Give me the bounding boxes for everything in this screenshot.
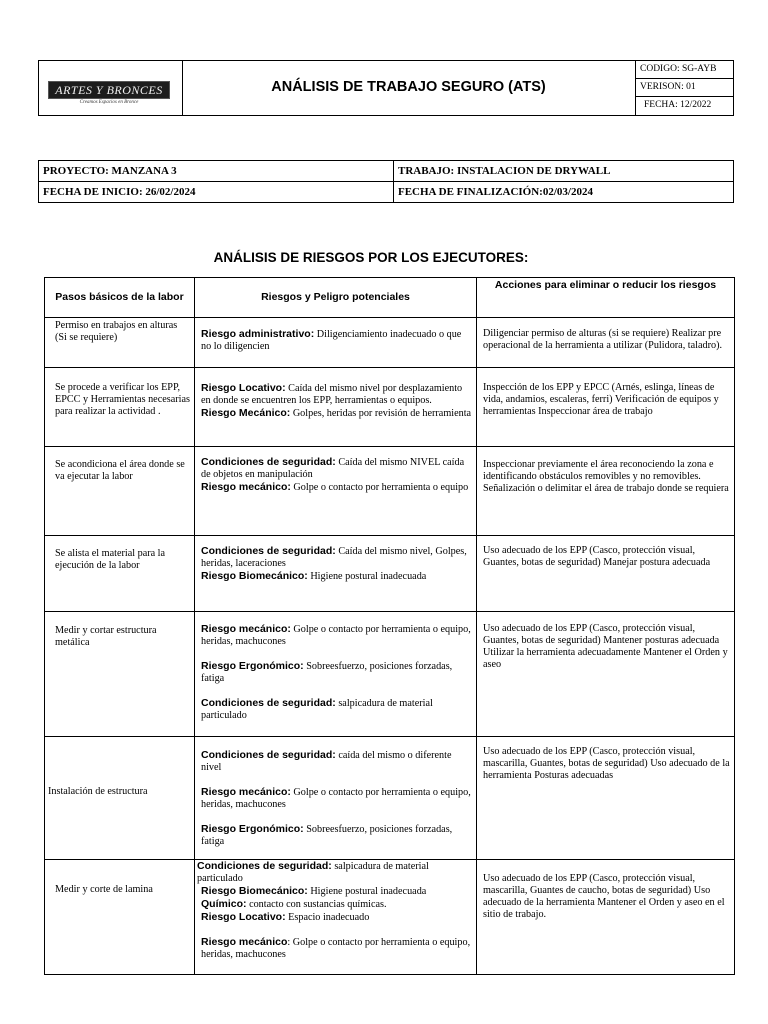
risks-cell bbox=[195, 368, 477, 447]
logo-text: ARTES Y BRONCES bbox=[55, 83, 163, 97]
risk-item bbox=[201, 328, 472, 353]
risks-cell bbox=[195, 860, 477, 975]
risk-description: Caída del mismo nivel por desplazamiento en donde se encuentren los EPP, herramientas o equipos. bbox=[201, 383, 463, 406]
step-cell: Permiso en trabajos en alturas (Si se requiere) bbox=[45, 318, 195, 368]
risk-type: Riesgo Mecánico: bbox=[201, 407, 291, 419]
spacer bbox=[201, 685, 472, 697]
document-title: ANÁLISIS DE TRABAJO SEGURO (ATS) bbox=[271, 79, 546, 95]
risk-item bbox=[201, 786, 472, 811]
risk-type: Riesgo Locativo: bbox=[201, 382, 286, 394]
risk-item bbox=[201, 911, 472, 924]
risk-type: Riesgo Ergonómico: bbox=[201, 823, 304, 835]
risk-description: salpicadura de material particulado bbox=[197, 861, 429, 884]
document-meta bbox=[635, 61, 733, 115]
risk-type: Condiciones de seguridad: bbox=[197, 860, 332, 872]
risk-type: Condiciones de seguridad: bbox=[201, 456, 336, 468]
table-row bbox=[45, 737, 735, 860]
title-cell bbox=[182, 61, 636, 115]
step-cell: Medir y cortar estructura metálica bbox=[45, 612, 195, 737]
risk-description: salpicadura de material particulado bbox=[201, 698, 433, 721]
risk-description: Higiene postural inadecuada bbox=[307, 571, 427, 582]
risk-type: Riesgo administrativo: bbox=[201, 328, 315, 340]
risk-description: caída del mismo o diferente nivel bbox=[201, 750, 452, 773]
risks-cell bbox=[195, 612, 477, 737]
company-logo bbox=[48, 81, 170, 109]
document-header bbox=[38, 60, 734, 116]
table-row bbox=[45, 612, 735, 737]
risks-cell bbox=[195, 447, 477, 536]
risk-item bbox=[201, 898, 472, 911]
risk-analysis-table bbox=[44, 277, 735, 975]
risk-item bbox=[197, 860, 472, 885]
risk-type: Condiciones de seguridad: bbox=[201, 697, 336, 709]
end-date: FECHA DE FINALIZACIÓN:02/03/2024 bbox=[394, 182, 734, 203]
spacer bbox=[201, 811, 472, 823]
actions-cell: Uso adecuado de los EPP (Casco, protección visual, Guantes, botas de seguridad) Manejar postura adecuada bbox=[477, 536, 735, 612]
risk-item bbox=[201, 481, 472, 494]
logo-cell bbox=[39, 61, 183, 115]
risk-description: Golpe o contacto por herramienta o equipo, heridas, machucones bbox=[201, 787, 471, 810]
risk-description: : Golpe o contacto por herramienta o equipo, heridas, machucones bbox=[201, 937, 471, 960]
actions-cell: Uso adecuado de los EPP (Casco, protección visual, mascarilla, Guantes de caucho, botas de seguridad) Uso adecuado de la herramienta Mantener el Orden y aseo en el sitio de trabajo. bbox=[477, 860, 735, 975]
risk-type: Riesgo Biomecánico: bbox=[201, 885, 308, 897]
risks-cell bbox=[195, 536, 477, 612]
risk-description: Golpe o contacto por herramienta o equipo, heridas, machucones bbox=[201, 624, 471, 647]
project-name: PROYECTO: MANZANA 3 bbox=[39, 161, 394, 182]
risk-type: Riesgo mecánico bbox=[201, 936, 288, 948]
risk-description: contacto con sustancias químicas. bbox=[246, 899, 387, 910]
risk-description: Sobreesfuerzo, posiciones forzadas, fatiga bbox=[201, 661, 453, 684]
risk-type: Químico: bbox=[201, 898, 247, 910]
risk-item bbox=[201, 936, 472, 961]
project-info-table bbox=[38, 160, 734, 203]
actions-cell: Inspeccionar previamente el área reconociendo la zona e identificando obstáculos removibles y no removibles. Señalización o delimitar el área de trabajo donde se requiera bbox=[477, 447, 735, 536]
header-actions: Acciones para eliminar o reducir los riesgos bbox=[477, 278, 735, 318]
spacer bbox=[201, 774, 472, 786]
step-cell: Medir y corte de lamina bbox=[45, 860, 195, 975]
actions-cell: Uso adecuado de los EPP (Casco, protección visual, Guantes, botas de seguridad) Mantener posturas adecuada Utilizar la herramienta adecuadamente Mantener el Orden y aseo bbox=[477, 612, 735, 737]
risk-item bbox=[201, 749, 472, 774]
risk-description: Espacio inadecuado bbox=[285, 912, 370, 923]
risk-description: Sobreesfuerzo, posiciones forzadas, fatiga bbox=[201, 824, 453, 847]
step-cell: Se acondiciona el área donde se va ejecutar la labor bbox=[45, 447, 195, 536]
table-row bbox=[45, 536, 735, 612]
risk-item bbox=[201, 823, 472, 848]
document-version: VERISON: 01 bbox=[635, 79, 733, 97]
start-date: FECHA DE INICIO: 26/02/2024 bbox=[39, 182, 394, 203]
actions-cell: Inspección de los EPP y EPCC (Arnés, eslinga, líneas de vida, andamios, escaleras, ferri) Verificación de equipos y herramientas Inspeccionar área de trabajo bbox=[477, 368, 735, 447]
step-cell: Instalación de estructura bbox=[45, 737, 195, 860]
actions-cell: Uso adecuado de los EPP (Casco, protección visual, mascarilla, Guantes, botas de seguridad) Uso adecuado de la herramienta Posturas adecuadas bbox=[477, 737, 735, 860]
header-steps: Pasos básicos de la labor bbox=[45, 278, 195, 318]
risk-item bbox=[201, 570, 472, 583]
step-cell: Se alista el material para la ejecución de la labor bbox=[45, 536, 195, 612]
risk-item bbox=[201, 623, 472, 648]
risk-type: Condiciones de seguridad: bbox=[201, 545, 336, 557]
risk-description: Caída del mismo nivel, Golpes, heridas, laceraciones bbox=[201, 546, 467, 569]
risk-type: Riesgo Biomecánico: bbox=[201, 570, 308, 582]
document-date: FECHA: 12/2022 bbox=[644, 100, 712, 110]
section-title: ANÁLISIS DE RIESGOS POR LOS EJECUTORES: bbox=[213, 250, 529, 265]
spacer bbox=[201, 924, 472, 936]
risk-item bbox=[201, 382, 472, 407]
header-risks: Riesgos y Peligro potenciales bbox=[195, 278, 477, 318]
actions-cell: Diligenciar permiso de alturas (si se requiere) Realizar pre operacional de la herramienta a utilizar (Pulidora, taladro). bbox=[477, 318, 735, 368]
risk-description: Caída del mismo NIVEL caída de objetos en manipulación bbox=[201, 457, 465, 480]
step-cell: Se procede a verificar los EPP, EPCC y Herramientas necesarias para realizar la actividad . bbox=[45, 368, 195, 447]
table-row bbox=[45, 860, 735, 975]
risk-type: Riesgo mecánico: bbox=[201, 623, 291, 635]
risk-item bbox=[201, 660, 472, 685]
job-name: TRABAJO: INSTALACION DE DRYWALL bbox=[394, 161, 734, 182]
table-row bbox=[45, 368, 735, 447]
table-row bbox=[45, 447, 735, 536]
risk-item bbox=[201, 697, 472, 722]
risk-item bbox=[201, 545, 472, 570]
risk-type: Riesgo mecánico: bbox=[201, 481, 291, 493]
risk-description: Higiene postural inadecuada bbox=[307, 886, 427, 897]
risk-item bbox=[201, 456, 472, 481]
risk-item bbox=[201, 407, 472, 420]
document-code: CODIGO: SG-AYB bbox=[635, 61, 733, 79]
logo-tagline: Creamos Espacios en Bronce bbox=[79, 100, 139, 105]
risk-type: Riesgo Ergonómico: bbox=[201, 660, 304, 672]
risk-type: Riesgo Locativo: bbox=[201, 911, 286, 923]
table-row bbox=[45, 318, 735, 368]
risks-cell bbox=[195, 318, 477, 368]
risk-type: Condiciones de seguridad: bbox=[201, 749, 336, 761]
risk-description: Golpe o contacto por herramienta o equipo bbox=[290, 482, 469, 493]
risk-description: Golpes, heridas por revisión de herramienta bbox=[290, 408, 472, 419]
risk-item bbox=[201, 885, 472, 898]
spacer bbox=[201, 648, 472, 660]
risks-cell bbox=[195, 737, 477, 860]
risk-description: Diligenciamiento inadecuado o que no lo diligencien bbox=[201, 329, 462, 352]
risk-type: Riesgo mecánico: bbox=[201, 786, 291, 798]
